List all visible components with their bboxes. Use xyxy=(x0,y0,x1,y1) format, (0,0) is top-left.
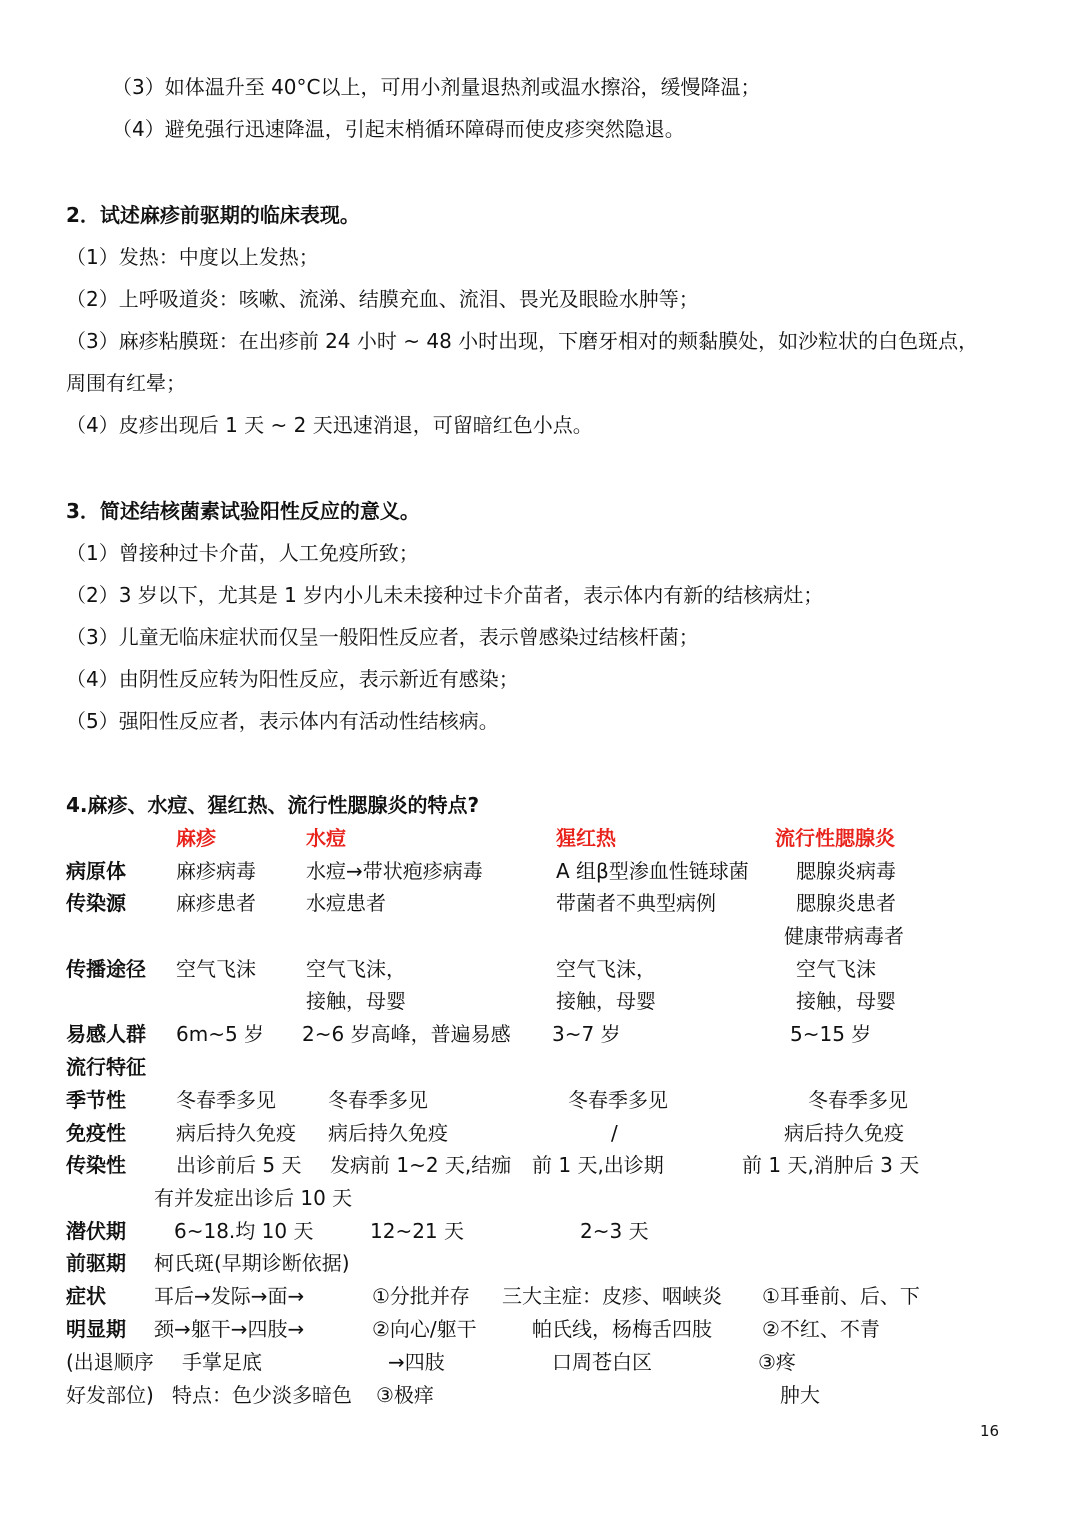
cell: 前 1 天,消肿后 3 天 xyxy=(742,1153,920,1177)
s2-item-2: （2）上呼吸道炎：咳嗽、流涕、结膜充血、流泪、畏光及眼睑水肿等； xyxy=(66,287,699,311)
s2-item-1: （1）发热：中度以上发热； xyxy=(66,245,319,269)
s4-title: 4.麻疹、水痘、猩红热、流行性腮腺炎的特点? xyxy=(66,793,480,817)
cell: 6m~5 岁 xyxy=(176,1022,265,1046)
cell: 12~21 天 xyxy=(370,1219,465,1243)
row-label-symptom: 症状 xyxy=(66,1284,106,1308)
s2-item-3: （3）麻疹粘膜斑：在出疹前 24 小时 ~ 48 小时出现，下磨牙相对的颊黏膜处，如沙粒状的白色斑点， xyxy=(66,329,979,353)
cell: →四肢 xyxy=(388,1350,445,1374)
s3-item-5: （5）强阳性反应者，表示体内有活动性结核病。 xyxy=(66,709,499,733)
cell: 口周苍白区 xyxy=(552,1350,652,1374)
cell: 发病前 1~2 天,结痂 xyxy=(330,1153,512,1177)
s3-item-4: （4）由阴性反应转为阳性反应，表示新近有感染； xyxy=(66,667,519,691)
row-label-epidemic: 流行特征 xyxy=(66,1055,146,1079)
cell: 空气飞沫 xyxy=(176,957,256,981)
page-number: 16 xyxy=(980,1422,1000,1440)
cell: 空气飞沫， xyxy=(556,957,656,981)
cell: 好发部位) xyxy=(66,1383,154,1407)
cell: 前 1 天,出诊期 xyxy=(532,1153,664,1177)
row-label-prodromal: 前驱期 xyxy=(66,1251,126,1275)
cell: 病后持久免疫 xyxy=(328,1121,448,1145)
row-label-susceptible: 易感人群 xyxy=(66,1022,146,1046)
header-scarlet-fever: 猩红热 xyxy=(556,826,616,850)
cell: A 组β型渗血性链球菌 xyxy=(556,859,749,883)
s3-item-2: （2）3 岁以下，尤其是 1 岁内小儿未未接种过卡介苗者，表示体内有新的结核病灶； xyxy=(66,583,824,607)
cell: 水痘患者 xyxy=(306,891,386,915)
cell: / xyxy=(611,1121,618,1145)
cell: 5~15 岁 xyxy=(790,1022,872,1046)
row-label-season: 季节性 xyxy=(66,1088,126,1112)
cell: ③极痒 xyxy=(376,1383,434,1407)
cell: 接触，母婴 xyxy=(796,989,896,1013)
cell: 冬春季多见 xyxy=(176,1088,276,1112)
cell: 冬春季多见 xyxy=(328,1088,428,1112)
cell: 颈→躯干→四肢→ xyxy=(154,1317,305,1341)
row-label-infectivity: 传染性 xyxy=(66,1153,126,1177)
cell: 麻疹病毒 xyxy=(176,859,256,883)
row-label-manifest: 明显期 xyxy=(66,1317,126,1341)
cell: 空气飞沫， xyxy=(306,957,406,981)
cell: 出诊前后 5 天 xyxy=(176,1153,302,1177)
cell: 冬春季多见 xyxy=(808,1088,908,1112)
cell: 柯氏斑(早期诊断依据) xyxy=(154,1251,350,1275)
cell: ②向心/躯干 xyxy=(372,1317,477,1341)
cell: 健康带病毒者 xyxy=(784,924,904,948)
s1-item-3: （3）如体温升至 40°C以上，可用小剂量退热剂或温水擦浴，缓慢降温； xyxy=(112,75,761,99)
row-label-pathogen: 病原体 xyxy=(66,859,126,883)
cell: (出退顺序 xyxy=(66,1350,154,1374)
s3-item-1: （1）曾接种过卡介苗，人工免疫所致； xyxy=(66,541,419,565)
cell: 帕氏线，杨梅舌四肢 xyxy=(532,1317,712,1341)
cell: 腮腺炎患者 xyxy=(796,891,896,915)
row-label-immunity: 免疫性 xyxy=(66,1121,126,1145)
row-label-incubation: 潜伏期 xyxy=(66,1219,126,1243)
cell: 腮腺炎病毒 xyxy=(796,859,896,883)
header-measles: 麻疹 xyxy=(176,826,216,850)
cell: 耳后→发际→面→ xyxy=(154,1284,305,1308)
cell: 冬春季多见 xyxy=(568,1088,668,1112)
header-mumps: 流行性腮腺炎 xyxy=(775,826,895,850)
cell: 2~6 岁高峰，普遍易感 xyxy=(302,1022,511,1046)
cell: ③疼 xyxy=(758,1350,796,1374)
cell: 3~7 岁 xyxy=(552,1022,621,1046)
cell: 接触，母婴 xyxy=(556,989,656,1013)
cell: 空气飞沫 xyxy=(796,957,876,981)
cell: 肿大 xyxy=(780,1383,820,1407)
cell: 三大主症：皮疹、咽峡炎 xyxy=(502,1284,722,1308)
s2-item-4: （4）皮疹出现后 1 天 ~ 2 天迅速消退，可留暗红色小点。 xyxy=(66,413,593,437)
cell: ②不红、不青 xyxy=(762,1317,880,1341)
cell: 6~18.均 10 天 xyxy=(174,1219,314,1243)
cell: 有并发症出诊后 10 天 xyxy=(154,1186,353,1210)
cell: 带菌者不典型病例 xyxy=(556,891,716,915)
cell: 水痘→带状疱疹病毒 xyxy=(306,859,483,883)
cell: 手掌足底 xyxy=(182,1350,262,1374)
cell: 麻疹患者 xyxy=(176,891,256,915)
header-chickenpox: 水痘 xyxy=(306,826,346,850)
cell: 病后持久免疫 xyxy=(176,1121,296,1145)
cell: 病后持久免疫 xyxy=(784,1121,904,1145)
s3-item-3: （3）儿童无临床症状而仅呈一般阳性反应者，表示曾感染过结核杆菌； xyxy=(66,625,699,649)
row-label-source: 传染源 xyxy=(66,891,126,915)
s2-title: 2．试述麻疹前驱期的临床表现。 xyxy=(66,203,360,227)
s1-item-4: （4）避免强行迅速降温，引起末梢循环障碍而使皮疹突然隐退。 xyxy=(112,117,685,141)
cell: ①分批并存 xyxy=(372,1284,470,1308)
cell: 2~3 天 xyxy=(580,1219,649,1243)
s2-item-3-cont: 周围有红晕； xyxy=(66,371,186,395)
cell: ①耳垂前、后、下 xyxy=(762,1284,920,1308)
s3-title: 3．简述结核菌素试验阳性反应的意义。 xyxy=(66,499,420,523)
cell: 特点：色少淡多暗色 xyxy=(172,1383,352,1407)
row-label-route: 传播途径 xyxy=(66,957,146,981)
cell: 接触，母婴 xyxy=(306,989,406,1013)
